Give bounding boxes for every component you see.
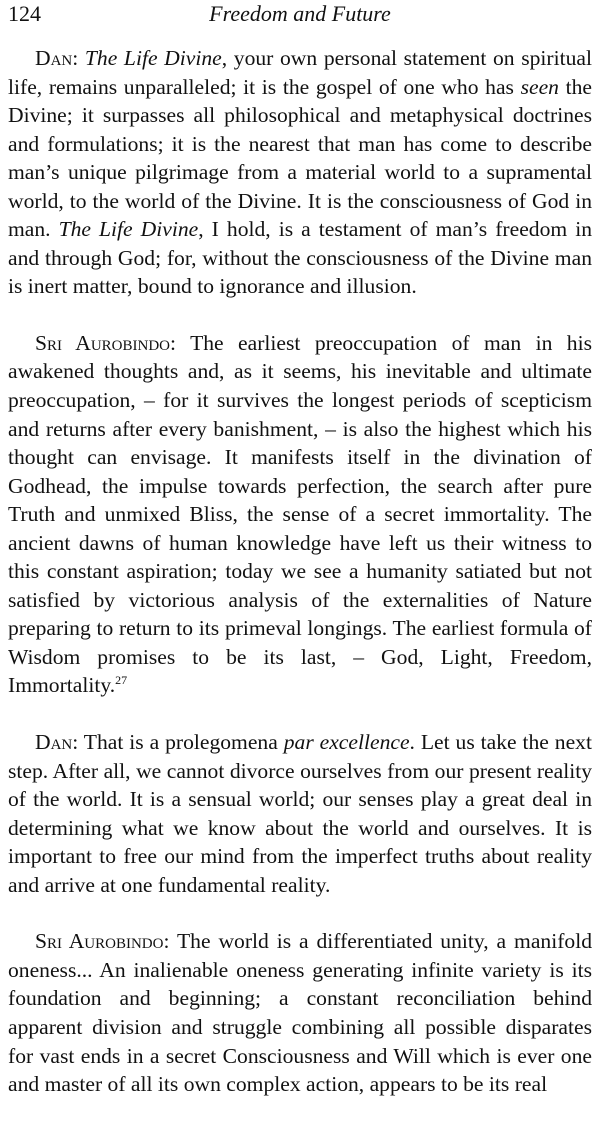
paragraph-text: , your own personal statement on spiritual life, remains unparalleled; it is the gospel of one who has xyxy=(8,46,592,99)
paragraph-text: . Let us take the next step. After all, we cannot divorce ourselves from our present reality of the world. It is a sensual world; our senses play a great deal in determining what we know about the world and ourselves. It is important to free our mind from the imperfect truths about reality and arrive at one fundamental reality. xyxy=(8,730,592,897)
paragraph-text: , I hold, is a testament of man’s freedom in and through God; for, without the consciousness of the Divine man is inert matter, bound to ignorance and illusion. xyxy=(8,217,592,299)
page-header xyxy=(8,0,592,30)
dialogue-paragraph: Sri Aurobindo: The earliest preoccupation of man in his awakened thoughts and, as it seems, his inevitable and ultimate preoccupation, – for it survives the longest periods of scepticism and returns after every banishment, – is also the highest which his thought can envisage. It manifests itself in the divination of Godhead, the impulse towards perfection, the search after pure Truth and unmixed Bliss, the sense of a secret immortality. The ancient dawns of human knowledge have left us their witness to this constant aspiration; today we see a humanity satiated but not satisfied by victorious analysis of the externalities of Nature preparing to return to its primeval longings. The earliest formula of Wisdom promises to be its last, – God, Light, Freedom, Immortality.$^{27}$ xyxy=(8,330,593,698)
speaker-label: Dan xyxy=(35,730,73,755)
running-head: Freedom and Future xyxy=(209,1,391,26)
italic-text: The Life Divine xyxy=(84,46,222,70)
speaker-label: Sri Aurobindo xyxy=(35,929,164,954)
dialogue-paragraph: Sri Aurobindo: The world is a differentiated unity, a manifold oneness... An inalienable oneness generating infinite variety is its foundation and beginning; a constant reconciliation behind apparent division and struggle combining all possible disparates for vast ends in a secret Consciousness and Will which is ever one and master of all its own complex action, appears to be its real xyxy=(8,929,592,1097)
speaker-label: Dan xyxy=(35,46,73,70)
dialogue-paragraph: Dan: The Life Divine, your own personal statement on spiritual life, remains unparalleled; it is the gospel of one who has seen the Divine; it surpasses all philosophical and metaphysical doctrines and formulations; it is the nearest that man has come to describe man’s unique pilgrimage from a material world to a supramental world, to the world of the Divine. It is the consciousness of God in man. The Life Divine, I hold, is a testament of man’s freedom in and through God; for, without the consciousness of the Divine man is inert matter, bound to ignorance and illusion. xyxy=(8,46,592,299)
page-number: 124 xyxy=(8,1,41,26)
italic-text: The Life Divine xyxy=(58,217,199,242)
paragraph-text: the Divine; it surpasses all philosophical and metaphysical doctrines and formulations; it is the nearest that man has come to describe man’s unique pilgrimage from a material world to a supramental world, to the world of the Divine. It is the consciousness of God in man. xyxy=(8,74,592,242)
italic-text: par excellence xyxy=(283,730,410,755)
footnote-ref: 27 xyxy=(115,673,128,688)
page-body xyxy=(8,44,592,1127)
speaker-label: Sri Aurobindo xyxy=(35,330,171,355)
paragraph-text: The earliest preoccupation of man in his awakened thoughts and, as it seems, his inevitable and ultimate preoccupation, – for it survives the longest periods of scepticism and returns after every banishment, – is also the highest which his thought can envisage. It manifests itself in the divination of Godhead, the impulse towards perfection, the search after pure Truth and unmixed Bliss, the sense of a secret immortality. The ancient dawns of human knowledge have left us their witness to this constant aspiration; today we see a humanity satiated but not satisfied by victorious analysis of the externalities of Nature preparing to return to its primeval longings. The earliest formula of Wisdom promises to be its last, – God, Light, Freedom, Immortality. xyxy=(8,330,593,698)
dialogue-paragraph: Dan: That is a prolegomena par excellence. Let us take the next step. After all, we cannot divorce ourselves from our present reality of the world. It is a sensual world; our senses play a great deal in determining what we know about the world and ourselves. It is important to free our mind from the imperfect truths about reality and arrive at one fundamental reality. xyxy=(8,730,592,897)
italic-text: seen xyxy=(520,74,559,99)
paragraph-text: The world is a differentiated unity, a manifold oneness... An inalienable oneness generating infinite variety is its foundation and beginning; a constant reconciliation behind apparent division and struggle combining all possible disparates for vast ends in a secret Consciousness and Will which is ever one and master of all its own complex action, appears to be its real xyxy=(8,929,592,1097)
paragraph-text: That is a prolegomena xyxy=(83,730,284,755)
